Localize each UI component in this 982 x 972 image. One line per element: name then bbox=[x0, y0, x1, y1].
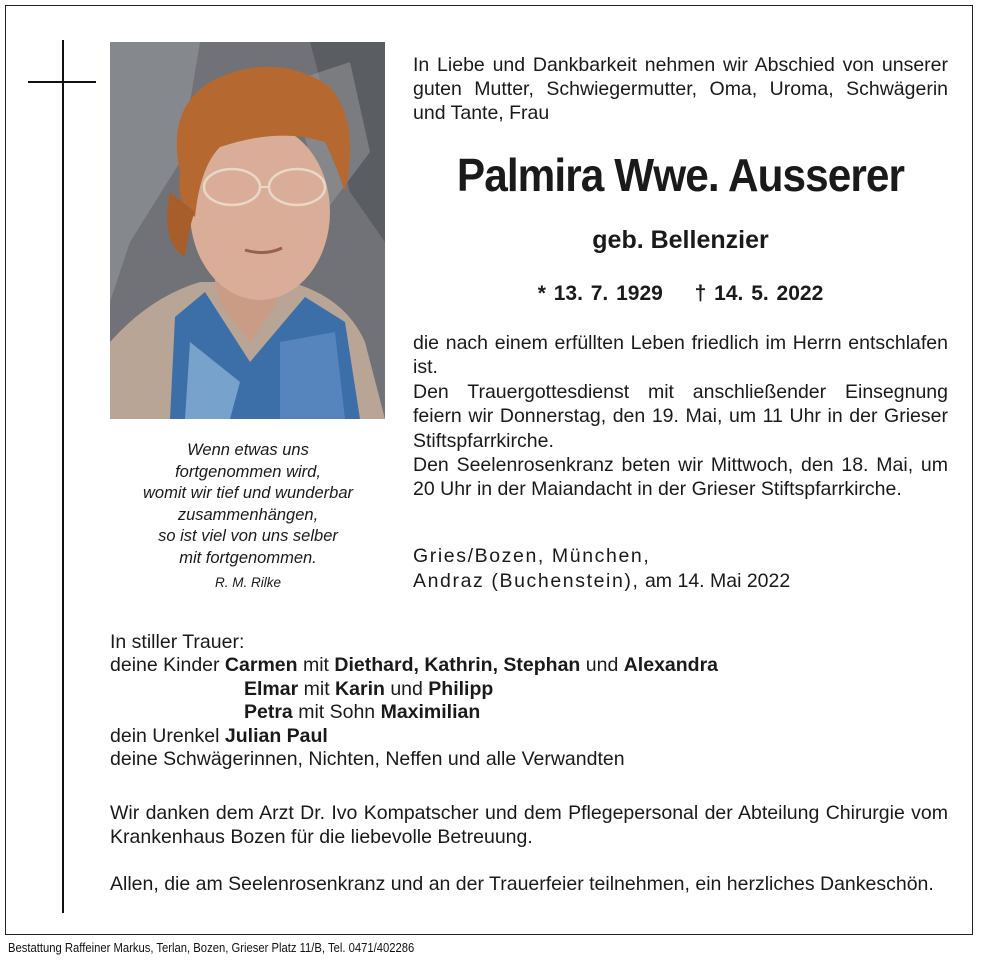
mourner-name: Elmar bbox=[244, 677, 299, 700]
mourners-text: mit bbox=[297, 654, 335, 677]
mourners-line bbox=[110, 678, 930, 701]
deceased-name: Palmira Wwe. Ausserer bbox=[456, 149, 905, 201]
mourners-line bbox=[110, 725, 930, 748]
maiden-name: geb. Bellenzier bbox=[592, 226, 769, 254]
mourners-text: und bbox=[580, 654, 624, 677]
poem-author: R. M. Rilke bbox=[214, 574, 281, 590]
mourners-text: und bbox=[384, 677, 429, 700]
body-paragraph: Den Trauergottesdienst mit anschließender Einsegnung feiern wir Donnerstag, den 19. Mai, um 11 Uhr in der Grieser Stiftspfarrkirche. bbox=[413, 380, 948, 452]
mourners-text: deine Kinder bbox=[110, 654, 225, 677]
poem-line: womit wir tief und wunderbar bbox=[142, 484, 353, 503]
mourners-text: mit bbox=[298, 677, 336, 700]
funeral-home-footer: Bestattung Raffeiner Markus, Terlan, Bozen, Grieser Platz 11/B, Tel. 0471/402286 bbox=[8, 941, 415, 955]
body-paragraph: die nach einem erfüllten Leben friedlich im Herrn entschlafen ist. bbox=[413, 332, 948, 379]
poem-line: mit fortgenommen. bbox=[179, 548, 317, 567]
mourners-line bbox=[110, 654, 930, 677]
body-paragraph: Den Seelenrosenkranz beten wir Mittwoch, den 18. Mai, um 20 Uhr in der Maiandacht in der Grieser Stiftspfarrkirche. bbox=[413, 454, 948, 501]
portrait-photo bbox=[110, 42, 385, 419]
service-details bbox=[413, 331, 948, 502]
mourner-name: Julian Paul bbox=[224, 724, 328, 747]
notice-date: am 14. Mai 2022 bbox=[639, 570, 791, 592]
intro-paragraph: In Liebe und Dankbarkeit nehmen wir Abschied von unserer guten Mutter, Schwiegermutter, Oma, Uroma, Schwägerin und Tante, Frau bbox=[413, 54, 948, 124]
mourners-line: deine Schwägerinnen, Nichten, Neffen und alle Verwandten bbox=[110, 748, 625, 771]
place-date-line bbox=[413, 569, 948, 594]
death-date: † 14. 5. 2022 bbox=[694, 282, 824, 305]
mourner-name: Petra bbox=[244, 701, 293, 724]
mourner-name: Diethard, Kathrin, Stephan bbox=[334, 654, 581, 677]
mourner-name: Alexandra bbox=[623, 654, 719, 677]
mourners-line bbox=[110, 701, 930, 724]
birth-date: * 13. 7. 1929 bbox=[537, 282, 663, 305]
mourners-text: mit Sohn bbox=[292, 701, 381, 724]
poem-line: Wenn etwas uns bbox=[187, 441, 309, 459]
mourner-name: Karin bbox=[335, 677, 385, 700]
thanks-paragraph: Allen, die am Seelenrosenkranz und an der Trauerfeier teilnehmen, ein herzliches Dankeschön. bbox=[110, 873, 934, 895]
cross-vertical-bar bbox=[62, 40, 64, 913]
mourners-text: dein Urenkel bbox=[110, 724, 225, 747]
rilke-quote bbox=[100, 440, 396, 593]
poem-line: so ist viel von uns selber bbox=[158, 527, 338, 546]
poem-line: zusammenhängen, bbox=[177, 505, 319, 524]
place-and-date bbox=[413, 544, 948, 594]
mourners-list bbox=[110, 631, 930, 771]
mourner-name: Carmen bbox=[224, 654, 298, 677]
mourners-heading: In stiller Trauer: bbox=[110, 631, 245, 653]
poem-line: fortgenommen wird, bbox=[175, 462, 321, 481]
place-line: Gries/Bozen, München, bbox=[413, 545, 651, 567]
cross-horizontal-bar bbox=[28, 81, 96, 83]
place-line: Andraz (Buchenstein), bbox=[413, 570, 640, 592]
mourner-name: Philipp bbox=[428, 677, 494, 700]
thanks-paragraph: Wir danken dem Arzt Dr. Ivo Kompatscher und dem Pflegepersonal der Abteilung Chirurgie vom Krankenhaus Bozen für die liebevolle Betreuung. bbox=[110, 802, 948, 848]
mourner-name: Maximilian bbox=[380, 701, 481, 724]
life-dates bbox=[413, 282, 948, 306]
